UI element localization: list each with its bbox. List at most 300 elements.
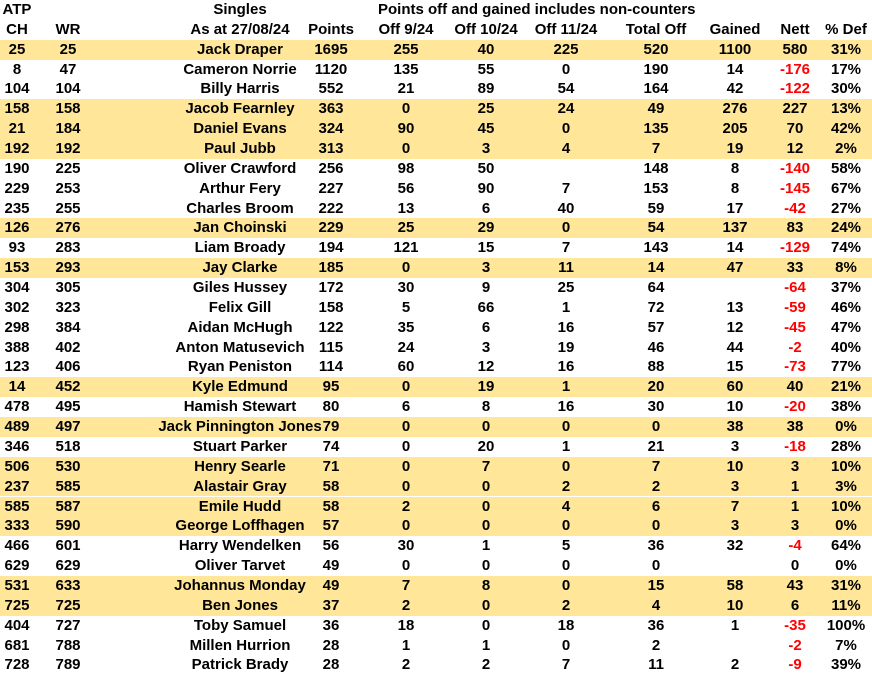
cell-pct-def: 31% [830, 40, 862, 58]
cell-player-name: Henry Searle [194, 457, 286, 475]
table-row [0, 636, 872, 656]
cell-gained: 38 [726, 418, 744, 436]
cell-ch: 192 [4, 140, 30, 158]
cell-wr: 283 [55, 239, 81, 257]
cell-player-name: Jay Clarke [202, 259, 278, 277]
cell-player-name: Jan Choinski [193, 219, 287, 237]
cell-points: 363 [318, 100, 344, 118]
cell-gained: 13 [726, 298, 744, 316]
cell-off11: 16 [557, 358, 575, 376]
cell-off9: 255 [393, 40, 419, 58]
cell-ch: 126 [4, 219, 30, 237]
cell-total-off: 30 [647, 398, 665, 416]
cell-off10: 50 [477, 159, 495, 177]
cell-wr: 452 [55, 378, 81, 396]
table-row [0, 655, 872, 675]
cell-off9: 0 [401, 259, 411, 277]
cell-off11: 2 [561, 596, 571, 614]
cell-off11: 18 [557, 616, 575, 634]
cell-off9: 2 [401, 596, 411, 614]
cell-player-name: Alastair Gray [193, 477, 287, 495]
cell-off11: 5 [561, 537, 571, 555]
cell-total-off: 72 [647, 298, 665, 316]
cell-pct-def: 27% [830, 199, 862, 217]
cell-wr: 495 [55, 398, 81, 416]
cell-gained: 276 [722, 100, 748, 118]
cell-wr: 629 [55, 557, 81, 575]
cell-total-off: 20 [647, 378, 665, 396]
cell-ch: 333 [4, 517, 30, 535]
cell-wr: 104 [55, 80, 81, 98]
cell-ch: 728 [4, 656, 30, 674]
cell-player-name: Jack Pinnington Jones [158, 418, 322, 436]
cell-off11: 0 [561, 576, 571, 594]
cell-points: 37 [322, 596, 340, 614]
cell-points: 1695 [314, 40, 348, 58]
cell-off9: 0 [401, 418, 411, 436]
cell-off11: 0 [561, 120, 571, 138]
table-row [0, 79, 872, 99]
cell-off9: 25 [397, 219, 415, 237]
cell-points: 95 [322, 378, 340, 396]
cell-off10: 12 [477, 358, 495, 376]
cell-player-name: Emile Hudd [198, 497, 282, 515]
cell-points: 114 [318, 358, 344, 376]
cell-total-off: 64 [647, 279, 665, 297]
cell-off11: 0 [561, 60, 571, 78]
cell-wr: 725 [55, 596, 81, 614]
cell-off10: 8 [481, 576, 491, 594]
table-row [0, 218, 872, 238]
cell-off11: 225 [553, 40, 579, 58]
col-header-points: Points [308, 20, 354, 38]
cell-pct-def: 8% [835, 259, 857, 277]
cell-points: 28 [322, 636, 340, 654]
cell-wr: 727 [55, 616, 81, 634]
cell-ch: 158 [4, 100, 30, 118]
cell-pct-def: 64% [830, 537, 862, 555]
col-header-gained: Gained [709, 20, 761, 38]
table-row [0, 119, 872, 139]
cell-ch: 153 [4, 259, 30, 277]
cell-pct-def: 24% [830, 219, 862, 237]
cell-off9: 6 [401, 398, 411, 416]
cell-off10: 0 [481, 616, 491, 634]
cell-points: 122 [318, 318, 344, 336]
cell-ch: 478 [4, 398, 30, 416]
cell-nett: 1 [790, 477, 800, 495]
cell-total-off: 54 [647, 219, 665, 237]
cell-off11: 0 [561, 636, 571, 654]
cell-nett: -2 [788, 338, 802, 356]
cell-nett: -18 [784, 437, 806, 455]
cell-player-name: George Loffhagen [175, 517, 305, 535]
cell-off10: 0 [481, 557, 491, 575]
cell-total-off: 2 [651, 636, 661, 654]
cell-total-off: 4 [651, 596, 661, 614]
cell-total-off: 14 [647, 259, 665, 277]
cell-off10: 0 [481, 596, 491, 614]
cell-off10: 0 [481, 497, 491, 515]
cell-ch: 21 [8, 120, 26, 138]
cell-points: 49 [322, 576, 340, 594]
cell-ch: 506 [4, 457, 30, 475]
cell-points: 115 [318, 338, 344, 356]
cell-wr: 276 [55, 219, 81, 237]
cell-gained: 32 [726, 537, 744, 555]
cell-wr: 530 [55, 457, 81, 475]
cell-nett: -73 [784, 358, 806, 376]
cell-player-name: Harry Wendelken [178, 537, 302, 555]
cell-off10: 89 [477, 80, 495, 98]
table-row [0, 556, 872, 576]
cell-gained: 137 [722, 219, 748, 237]
cell-points: 1120 [314, 60, 348, 78]
cell-total-off: 88 [647, 358, 665, 376]
cell-nett: -129 [779, 239, 811, 257]
table-row [0, 377, 872, 397]
table-row [0, 179, 872, 199]
cell-points: 256 [318, 159, 344, 177]
cell-player-name: Anton Matusevich [175, 338, 305, 356]
cell-off9: 7 [401, 576, 411, 594]
col-header-ch: CH [6, 20, 28, 38]
cell-points: 74 [322, 437, 340, 455]
header-row-2 [0, 20, 872, 40]
table-row [0, 397, 872, 417]
cell-points: 57 [322, 517, 340, 535]
cell-player-name: Oliver Crawford [183, 159, 297, 177]
cell-player-name: Millen Hurrion [189, 636, 291, 654]
cell-off11: 40 [557, 199, 575, 217]
cell-wr: 293 [55, 259, 81, 277]
cell-nett: 38 [786, 418, 804, 436]
cell-off10: 15 [477, 239, 495, 257]
cell-gained: 42 [726, 80, 744, 98]
cell-ch: 585 [4, 497, 30, 515]
cell-off10: 6 [481, 199, 491, 217]
cell-points: 49 [322, 557, 340, 575]
cell-wr: 601 [55, 537, 81, 555]
cell-points: 58 [322, 477, 340, 495]
cell-player-name: Jack Draper [197, 40, 283, 58]
cell-gained: 17 [726, 199, 744, 217]
cell-total-off: 21 [647, 437, 665, 455]
cell-points: 222 [318, 199, 344, 217]
cell-off10: 6 [481, 318, 491, 336]
cell-pct-def: 58% [830, 159, 862, 177]
cell-off9: 21 [397, 80, 415, 98]
cell-total-off: 7 [651, 457, 661, 475]
header-atp: ATP [2, 1, 32, 18]
cell-off10: 0 [481, 418, 491, 436]
cell-total-off: 7 [651, 140, 661, 158]
cell-nett: -20 [784, 398, 806, 416]
cell-total-off: 59 [647, 199, 665, 217]
table-row [0, 199, 872, 219]
cell-wr: 305 [55, 279, 81, 297]
cell-nett: 227 [782, 100, 808, 118]
cell-gained: 47 [726, 259, 744, 277]
cell-off11: 16 [557, 318, 575, 336]
table-row [0, 596, 872, 616]
cell-gained: 10 [726, 398, 744, 416]
cell-wr: 192 [55, 140, 81, 158]
cell-player-name: Daniel Evans [193, 120, 287, 138]
cell-wr: 225 [55, 159, 81, 177]
cell-pct-def: 17% [830, 60, 862, 78]
cell-gained: 3 [730, 477, 740, 495]
cell-pct-def: 10% [830, 497, 862, 515]
table-row [0, 576, 872, 596]
cell-off10: 9 [481, 279, 491, 297]
cell-pct-def: 28% [830, 437, 862, 455]
table-row [0, 357, 872, 377]
cell-pct-def: 37% [830, 279, 862, 297]
cell-off10: 55 [477, 60, 495, 78]
cell-off9: 24 [397, 338, 415, 356]
cell-off11: 0 [561, 517, 571, 535]
cell-player-name: Ryan Peniston [187, 358, 293, 376]
cell-ch: 388 [4, 338, 30, 356]
cell-gained [700, 636, 770, 656]
cell-off11: 11 [558, 259, 574, 277]
cell-player-name: Ben Jones [202, 596, 278, 614]
cell-off9: 13 [397, 199, 415, 217]
cell-nett: -4 [788, 537, 802, 555]
cell-player-name: Liam Broady [194, 239, 286, 257]
cell-total-off: 6 [651, 497, 661, 515]
cell-nett: 40 [786, 378, 804, 396]
cell-off11: 54 [557, 80, 575, 98]
cell-off11: 2 [561, 477, 571, 495]
cell-pct-def: 47% [830, 318, 862, 336]
cell-total-off: 164 [643, 80, 669, 98]
cell-off10: 45 [477, 120, 495, 138]
table-row [0, 497, 872, 517]
cell-gained [700, 556, 770, 576]
cell-off11: 24 [557, 100, 575, 118]
cell-wr: 184 [55, 120, 81, 138]
cell-gained: 1 [730, 616, 740, 634]
cell-ch: 104 [4, 80, 30, 98]
cell-off10: 1 [481, 636, 491, 654]
cell-points: 552 [318, 80, 344, 98]
cell-player-name: Hamish Stewart [183, 398, 297, 416]
cell-pct-def: 0% [835, 557, 857, 575]
col-header-off9: Off 9/24 [378, 20, 434, 38]
cell-nett: -42 [784, 199, 806, 217]
cell-total-off: 36 [647, 616, 665, 634]
cell-wr: 25 [59, 40, 77, 58]
cell-pct-def: 100% [826, 616, 866, 634]
cell-gained: 8 [730, 179, 740, 197]
cell-player-name: Toby Samuel [193, 616, 287, 634]
cell-wr: 518 [55, 437, 81, 455]
cell-pct-def: 46% [830, 298, 862, 316]
col-header-off11: Off 11/24 [534, 20, 598, 38]
table-row [0, 99, 872, 119]
cell-total-off: 57 [647, 318, 665, 336]
table-row [0, 258, 872, 278]
cell-off10: 1 [481, 537, 491, 555]
cell-nett: -2 [788, 636, 802, 654]
cell-off9: 98 [397, 159, 415, 177]
cell-gained: 7 [730, 497, 740, 515]
cell-wr: 789 [55, 656, 81, 674]
cell-player-name: Billy Harris [200, 80, 280, 98]
cell-pct-def: 0% [835, 517, 857, 535]
col-header-wr: WR [55, 20, 81, 38]
cell-wr: 323 [55, 298, 81, 316]
cell-total-off: 2 [651, 477, 661, 495]
cell-pct-def: 10% [830, 457, 862, 475]
cell-nett: -64 [784, 279, 806, 297]
cell-off11: 7 [561, 239, 571, 257]
cell-player-name: Patrick Brady [191, 656, 289, 674]
cell-total-off: 143 [643, 239, 669, 257]
cell-off11 [526, 159, 606, 179]
cell-player-name: Cameron Norrie [183, 60, 297, 78]
cell-pct-def: 0% [835, 418, 857, 436]
cell-total-off: 46 [647, 338, 665, 356]
table-row [0, 298, 872, 318]
cell-gained: 1100 [718, 40, 752, 58]
cell-off10: 40 [477, 40, 495, 58]
cell-wr: 587 [55, 497, 81, 515]
cell-points: 71 [322, 457, 340, 475]
cell-pct-def: 7% [835, 636, 857, 654]
cell-ch: 25 [8, 40, 26, 58]
cell-off9: 90 [397, 120, 415, 138]
cell-off10: 66 [477, 298, 495, 316]
table-row [0, 238, 872, 258]
cell-off9: 56 [397, 179, 415, 197]
cell-wr: 585 [55, 477, 81, 495]
cell-ch: 237 [4, 477, 30, 495]
cell-player-name: Aidan McHugh [187, 318, 293, 336]
cell-off10: 20 [477, 437, 495, 455]
header-singles: Singles [213, 1, 267, 18]
cell-gained: 60 [726, 378, 744, 396]
cell-nett: -122 [779, 80, 811, 98]
cell-nett: 6 [790, 596, 800, 614]
cell-points: 80 [322, 398, 340, 416]
cell-nett: -59 [784, 298, 806, 316]
cell-total-off: 0 [651, 517, 661, 535]
cell-gained: 44 [726, 338, 744, 356]
cell-wr: 47 [59, 60, 77, 78]
cell-nett: 43 [786, 576, 804, 594]
cell-off11: 4 [561, 497, 571, 515]
cell-off9: 0 [401, 557, 411, 575]
cell-nett: -9 [788, 656, 802, 674]
cell-wr: 633 [55, 576, 81, 594]
cell-points: 229 [318, 219, 344, 237]
cell-total-off: 15 [647, 576, 665, 594]
col-header-off10: Off 10/24 [454, 20, 518, 38]
cell-off11: 19 [557, 338, 575, 356]
cell-off9: 0 [401, 100, 411, 118]
cell-points: 28 [322, 656, 340, 674]
cell-off11: 7 [561, 179, 571, 197]
cell-wr: 406 [55, 358, 81, 376]
cell-gained: 14 [726, 60, 744, 78]
cell-off9: 35 [397, 318, 415, 336]
cell-total-off: 0 [651, 418, 661, 436]
table-row [0, 40, 872, 60]
cell-off10: 90 [477, 179, 495, 197]
cell-gained: 10 [726, 596, 744, 614]
cell-gained: 3 [730, 517, 740, 535]
cell-ch: 404 [4, 616, 30, 634]
cell-nett: -45 [784, 318, 806, 336]
cell-off10: 8 [481, 398, 491, 416]
cell-ch: 531 [4, 576, 30, 594]
cell-total-off: 49 [647, 100, 665, 118]
cell-nett: -35 [784, 616, 806, 634]
table-row [0, 536, 872, 556]
cell-ch: 93 [8, 239, 26, 257]
col-header-total-off: Total Off [625, 20, 687, 38]
cell-ch: 346 [4, 437, 30, 455]
col-header-nett: Nett [780, 20, 810, 38]
cell-wr: 788 [55, 636, 81, 654]
cell-pct-def: 2% [835, 140, 857, 158]
cell-wr: 255 [55, 199, 81, 217]
cell-off11: 7 [561, 656, 571, 674]
cell-total-off: 36 [647, 537, 665, 555]
cell-off9: 1 [401, 636, 411, 654]
cell-points: 58 [322, 497, 340, 515]
cell-gained: 205 [722, 120, 748, 138]
cell-wr: 590 [55, 517, 81, 535]
cell-off11: 1 [561, 298, 571, 316]
cell-gained: 10 [726, 457, 744, 475]
cell-pct-def: 39% [830, 656, 862, 674]
cell-off9: 5 [401, 298, 411, 316]
cell-ch: 681 [4, 636, 30, 654]
cell-ch: 190 [4, 159, 30, 177]
cell-gained: 12 [726, 318, 744, 336]
cell-gained: 2 [730, 656, 740, 674]
cell-ch: 8 [12, 60, 22, 78]
cell-ch: 489 [4, 418, 30, 436]
cell-gained [700, 278, 770, 298]
cell-nett: -140 [779, 159, 811, 177]
cell-off9: 0 [401, 378, 411, 396]
cell-off10: 25 [477, 100, 495, 118]
cell-nett: 0 [790, 557, 800, 575]
cell-points: 194 [318, 239, 344, 257]
cell-ch: 235 [4, 199, 30, 217]
cell-off9: 0 [401, 140, 411, 158]
table-row [0, 139, 872, 159]
table-row [0, 278, 872, 298]
cell-off9: 18 [397, 616, 415, 634]
cell-nett: -176 [779, 60, 811, 78]
cell-off10: 0 [481, 477, 491, 495]
cell-pct-def: 77% [830, 358, 862, 376]
table-row [0, 60, 872, 80]
cell-off9: 0 [401, 517, 411, 535]
cell-wr: 384 [55, 318, 81, 336]
cell-points: 56 [322, 537, 340, 555]
cell-nett: -145 [779, 179, 811, 197]
cell-gained: 15 [726, 358, 744, 376]
cell-player-name: Felix Gill [208, 298, 272, 316]
cell-off11: 16 [557, 398, 575, 416]
